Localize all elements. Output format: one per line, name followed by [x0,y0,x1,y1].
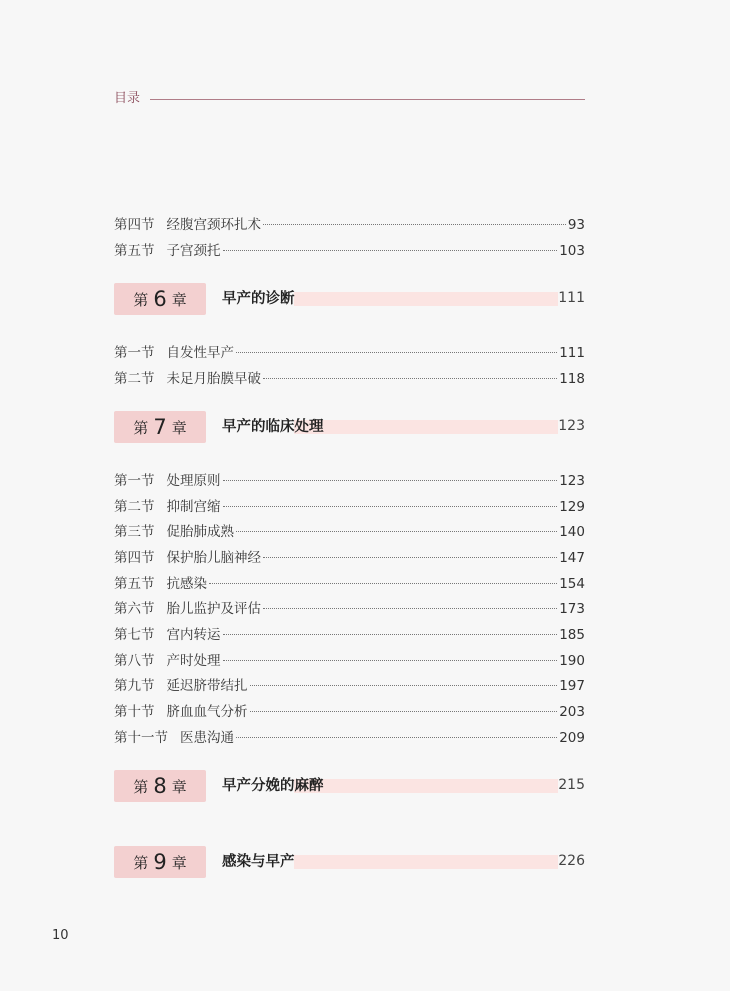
chapter-heading[interactable] [114,770,585,802]
dot-leader [236,352,557,353]
toc-entry[interactable] [114,728,585,748]
dot-leader [263,557,557,558]
toc-entry[interactable] [114,676,585,696]
dot-leader [250,711,558,712]
chapter-page: 226 [558,853,585,869]
toc-entry-section: 第十节 [114,704,155,720]
toc-entry[interactable] [114,522,585,542]
chapter-band [294,420,558,434]
chapter-suffix: 章 [171,777,187,796]
toc-entry-section: 第一节 [114,473,155,489]
toc-entry-title: 抑制宫缩 [166,499,221,515]
chapter-badge [114,411,206,443]
toc-entry-page: 111 [559,345,585,361]
toc-entry[interactable] [114,497,585,517]
chapter-band [294,779,558,793]
toc-entry-title: 未足月胎膜早破 [166,371,261,387]
chapter-suffix: 章 [171,290,187,309]
toc-entry[interactable] [114,702,585,722]
chapter-prefix: 第 [133,853,149,872]
toc-entry-title: 促胎肺成熟 [166,524,234,540]
toc-entry-section: 第一节 [114,345,155,361]
toc-entry[interactable] [114,651,585,671]
dot-leader [236,737,557,738]
toc-entry-title: 抗感染 [166,576,207,592]
toc-entry-section: 第八节 [114,653,155,669]
dot-leader [223,660,558,661]
toc-entry-section: 第二节 [114,499,155,515]
dot-leader [209,583,557,584]
toc-entry-title: 处理原则 [166,473,221,489]
toc-entry-page: 147 [559,550,585,566]
chapter-suffix: 章 [171,853,187,872]
chapter-number: 8 [153,774,167,798]
dot-leader [263,608,557,609]
toc-entry-section: 第四节 [114,550,155,566]
toc-entry[interactable] [114,625,585,645]
toc-entry-section: 第五节 [114,576,155,592]
toc-entry-page: 203 [559,704,585,720]
chapter-title: 早产的诊断 [222,291,295,307]
toc-entry-title: 子宫颈托 [166,243,221,259]
chapter-number: 9 [153,850,167,874]
toc-header-title: 目录 [114,91,141,106]
chapter-page: 111 [558,290,585,306]
chapter-badge [114,283,206,315]
dot-leader [223,250,558,251]
toc-entry-page: 197 [559,678,585,694]
toc-entry-page: 118 [559,371,585,387]
toc-entry-title: 经腹宫颈环扎术 [166,217,261,233]
toc-entry-page: 140 [559,524,585,540]
chapter-heading[interactable] [114,411,585,443]
toc-entry-section: 第三节 [114,524,155,540]
chapter-prefix: 第 [133,290,149,309]
chapter-badge [114,846,206,878]
chapter-page: 215 [558,777,585,793]
toc-entry-title: 自发性早产 [166,345,234,361]
page-number: 10 [52,928,69,943]
header-divider [150,99,585,100]
chapter-title: 早产的临床处理 [222,419,324,435]
toc-entry-page: 190 [559,653,585,669]
dot-leader [223,480,558,481]
chapter-suffix: 章 [171,418,187,437]
toc-entry[interactable] [114,215,585,235]
chapter-title: 早产分娩的麻醉 [222,778,324,794]
toc-entry[interactable] [114,471,585,491]
toc-entry-title: 胎儿监护及评估 [166,601,261,617]
toc-entry[interactable] [114,599,585,619]
toc-entry-page: 123 [559,473,585,489]
toc-entry-section: 第二节 [114,371,155,387]
dot-leader [223,634,558,635]
toc-entry-title: 保护胎儿脑神经 [166,550,261,566]
toc-entry-page: 103 [559,243,585,259]
chapter-heading[interactable] [114,283,585,315]
toc-entry-section: 第十一节 [114,730,168,746]
toc-entry-section: 第七节 [114,627,155,643]
chapter-band [294,292,558,306]
dot-leader [250,685,558,686]
dot-leader [263,224,566,225]
toc-entry-title: 产时处理 [166,653,221,669]
toc-entry-section: 第九节 [114,678,155,694]
toc-entry[interactable] [114,343,585,363]
toc-entry-title: 宫内转运 [166,627,221,643]
chapter-prefix: 第 [133,418,149,437]
toc-entry-section: 第六节 [114,601,155,617]
toc-entry-page: 93 [567,217,585,233]
toc-entry-page: 129 [559,499,585,515]
toc-entry-title: 延迟脐带结扎 [166,678,248,694]
chapter-number: 7 [153,415,167,439]
toc-entry-title: 医患沟通 [180,730,234,746]
dot-leader [263,378,557,379]
toc-entry-page: 154 [559,576,585,592]
toc-entry[interactable] [114,241,585,261]
chapter-number: 6 [153,287,167,311]
chapter-title: 感染与早产 [222,854,295,870]
dot-leader [223,506,558,507]
dot-leader [236,531,557,532]
toc-entry[interactable] [114,548,585,568]
toc-entry-title: 脐血血气分析 [166,704,248,720]
toc-entry-page: 209 [559,730,585,746]
chapter-heading[interactable] [114,846,585,878]
toc-entry-page: 185 [559,627,585,643]
toc-entry-page: 173 [559,601,585,617]
toc-entry-section: 第五节 [114,243,155,259]
toc-entry-section: 第四节 [114,217,155,233]
toc-entry[interactable] [114,574,585,594]
chapter-page: 123 [558,418,585,434]
chapter-band [294,855,558,869]
chapter-badge [114,770,206,802]
toc-entry[interactable] [114,369,585,389]
chapter-prefix: 第 [133,777,149,796]
toc-header [114,90,585,108]
